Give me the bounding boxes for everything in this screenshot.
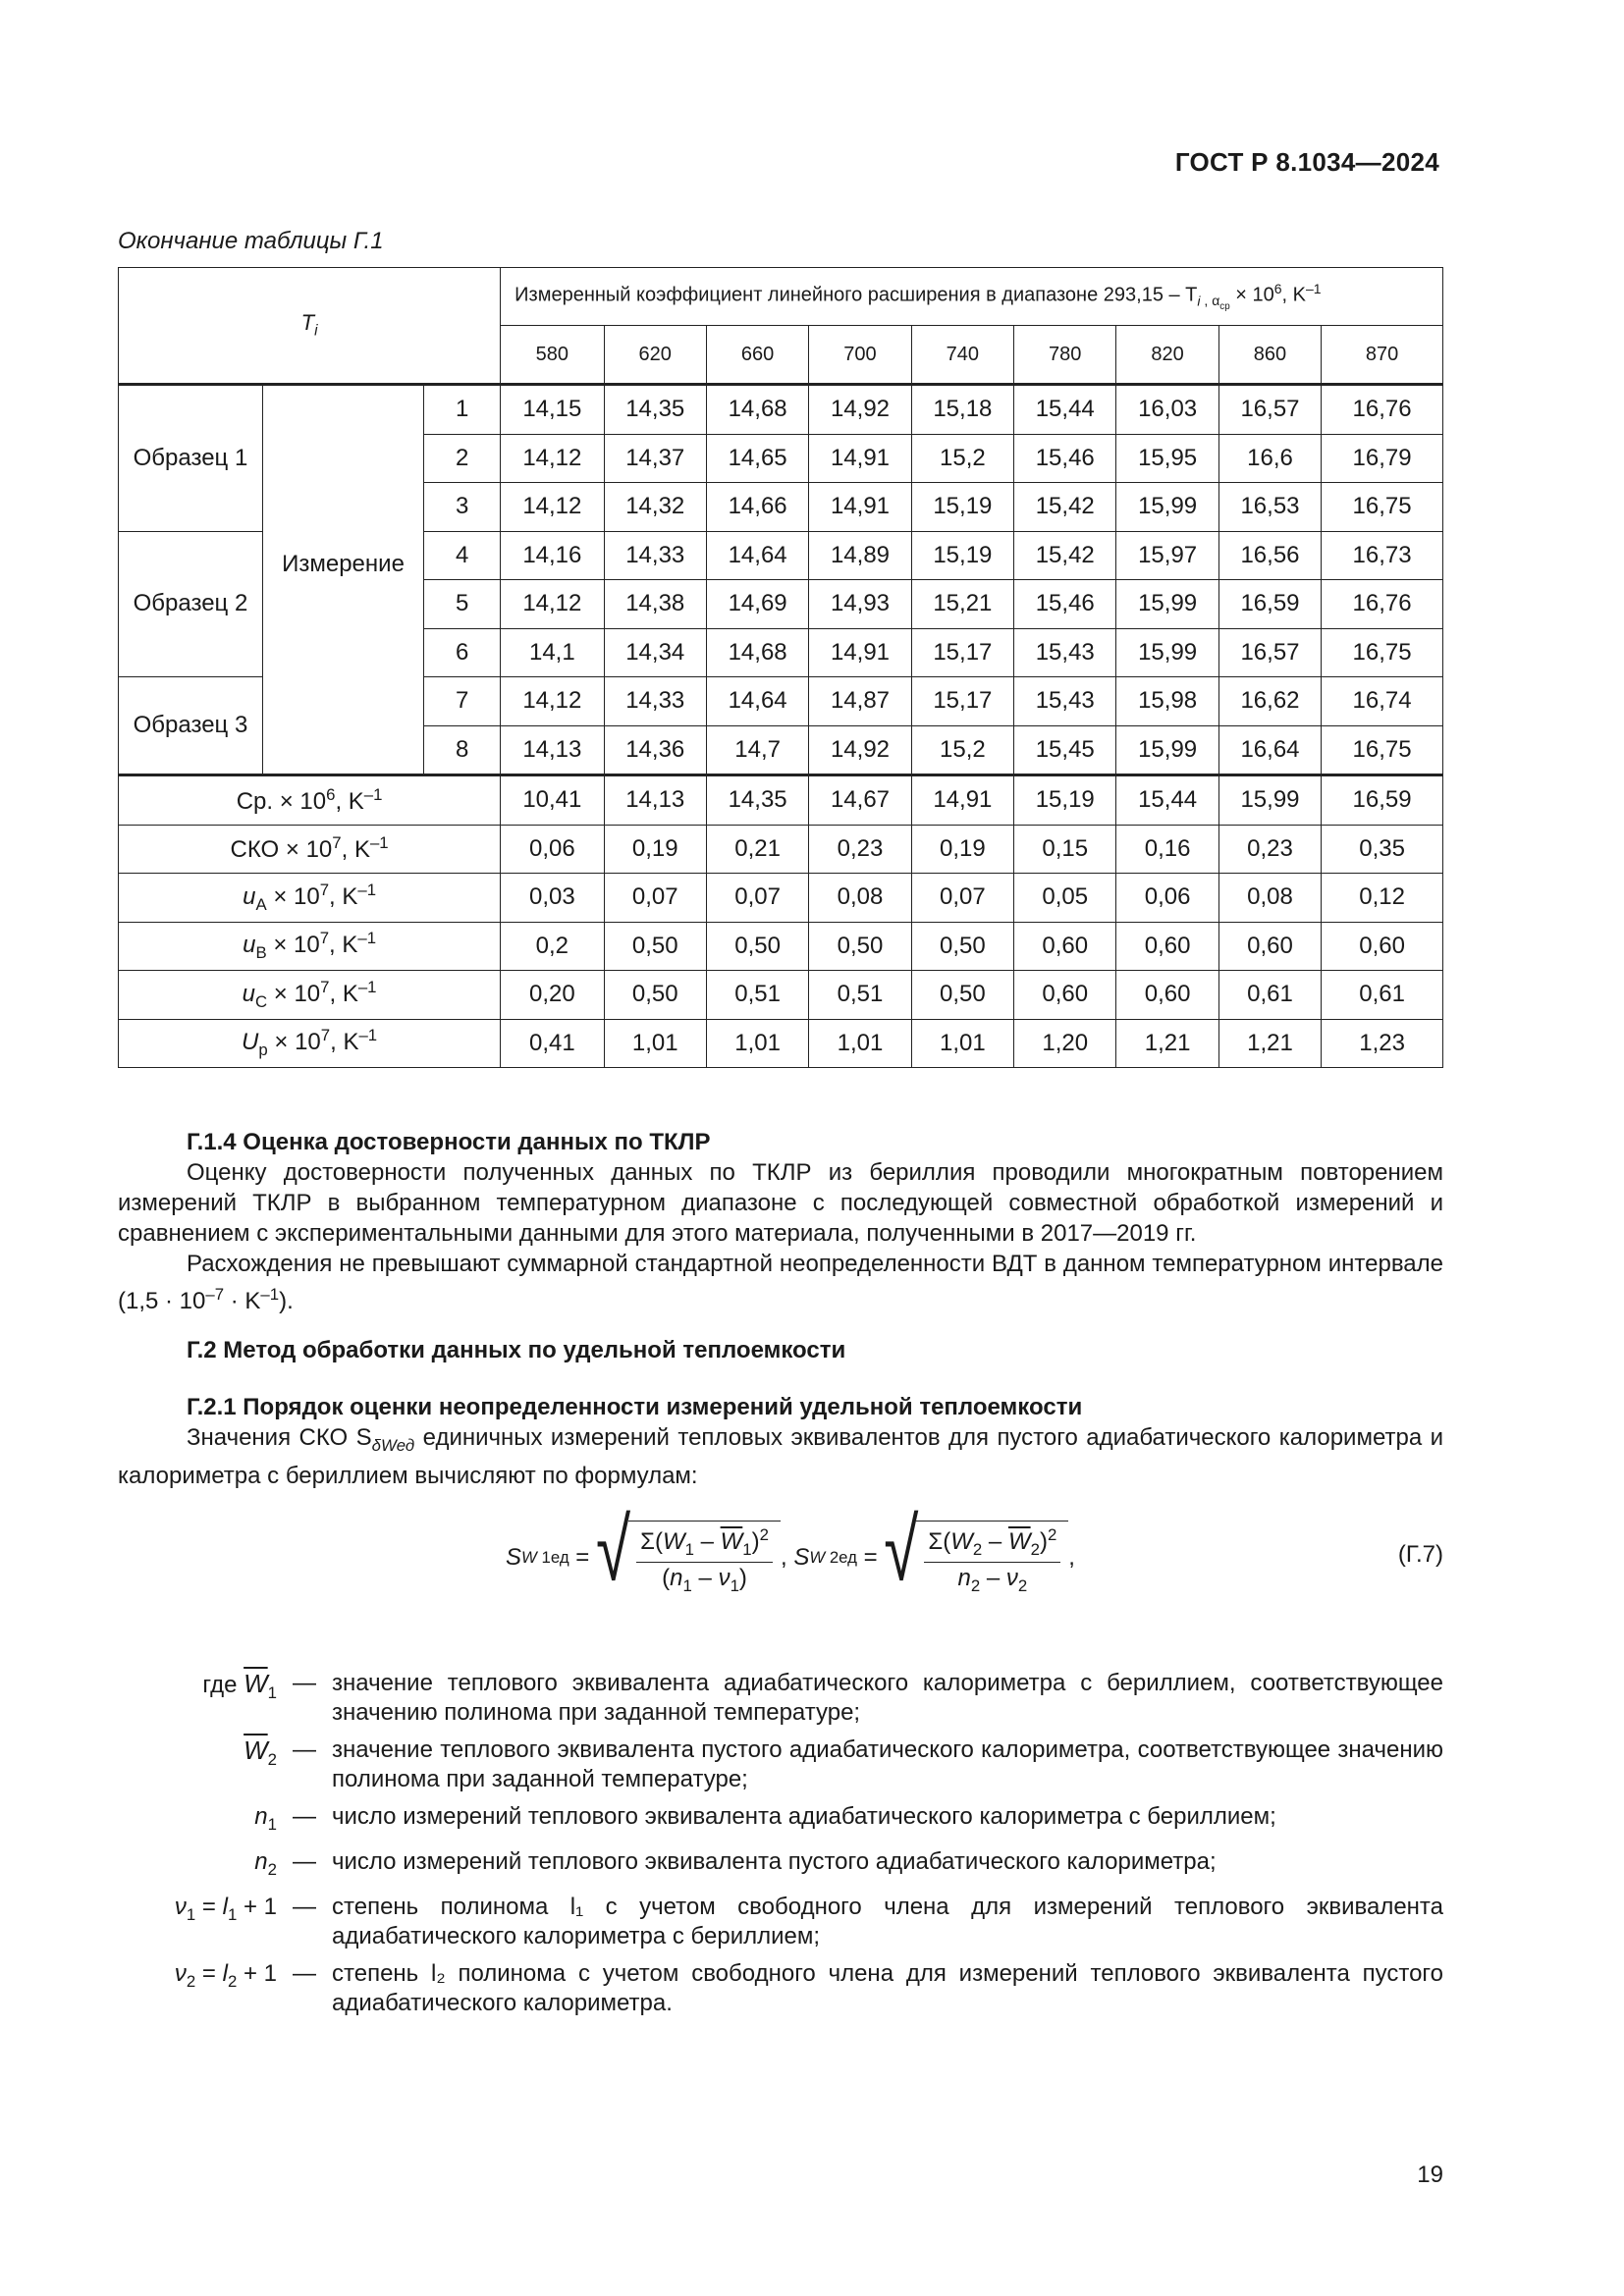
table-cell: 0,08 bbox=[809, 874, 911, 923]
paragraph-text: Расхождения не превышают суммарной стандартной неопределенности ВДТ в данном температурном интервале (1,5 · 10 bbox=[118, 1251, 1443, 1314]
definition-text: значение теплового эквивалента адиабатического калориметра с бериллием, соответствующее значению полинома при заданной температуре; bbox=[332, 1670, 1443, 1726]
section-g21 bbox=[118, 1392, 1443, 1491]
table-cell: 1,01 bbox=[809, 1019, 911, 1068]
table-cell: 16,03 bbox=[1116, 385, 1218, 435]
summary-label: $U_p \times 10^7$, $K^{-1}$ bbox=[119, 1019, 501, 1068]
definition-text: число измерений теплового эквивалента адиабатического калориметра с бериллием; bbox=[332, 1803, 1276, 1830]
summary-label: $u_A \times 10^7$, $K^{-1}$ bbox=[119, 874, 501, 923]
table-cell: 0,51 bbox=[809, 971, 911, 1020]
temperature-header: 660 bbox=[706, 326, 808, 385]
sample-label: Образец 2 bbox=[119, 531, 263, 677]
super-header-text: Измеренный коэффициент линейного расширения в диапазоне 293,15 – T bbox=[514, 284, 1198, 306]
table-cell: 0,50 bbox=[604, 971, 706, 1020]
measurement-number: 7 bbox=[424, 677, 501, 726]
measurement-number: 8 bbox=[424, 725, 501, 775]
table-cell: 16,59 bbox=[1218, 580, 1321, 629]
table-cell: 14,93 bbox=[809, 580, 911, 629]
temperature-header: 860 bbox=[1218, 326, 1321, 385]
table-cell: 14,32 bbox=[604, 483, 706, 532]
table-cell: 0,60 bbox=[1116, 922, 1218, 971]
measurement-number: 1 bbox=[424, 385, 501, 435]
summary-label-text: U bbox=[242, 1029, 259, 1056]
formula-g7 bbox=[118, 1499, 1443, 1612]
table-cell: 14,64 bbox=[706, 677, 808, 726]
where-label: где bbox=[202, 1672, 238, 1698]
summary-row bbox=[119, 922, 1443, 971]
table-cell: 14,64 bbox=[706, 531, 808, 580]
table-cell: 15,95 bbox=[1116, 434, 1218, 483]
temperature-header: 820 bbox=[1116, 326, 1218, 385]
table-cell: 0,50 bbox=[809, 922, 911, 971]
paragraph: Оценку достоверности полученных данных по ТКЛР из бериллия проводили многократным повторением измерений ТКЛР в выбранном температурном диапазоне с последующей совместной обработкой измерений и сравнением с экспериментальными данными для этого материала, полученными в 2017—2019 гг. bbox=[118, 1159, 1443, 1247]
table-cell: 14,15 bbox=[501, 385, 604, 435]
table-cell: 14,12 bbox=[501, 434, 604, 483]
table-cell: 14,38 bbox=[604, 580, 706, 629]
table-cell: 1,21 bbox=[1218, 1019, 1321, 1068]
table-cell: 15,19 bbox=[911, 483, 1013, 532]
summary-row bbox=[119, 825, 1443, 874]
table-cell: 0,07 bbox=[706, 874, 808, 923]
definition-text: степень l₂ полинома с учетом свободного члена для измерений теплового эквивалента пустого адиабатического калориметра. bbox=[332, 1959, 1443, 2016]
table-cell: 0,07 bbox=[604, 874, 706, 923]
table-cell: 14,92 bbox=[809, 725, 911, 775]
table-cell: 14,1 bbox=[501, 628, 604, 677]
corner-label: T bbox=[300, 310, 315, 336]
table-cell: 15,17 bbox=[911, 677, 1013, 726]
table-cell: 15,98 bbox=[1116, 677, 1218, 726]
paragraph: Расхождения не превышают суммарной стандартной неопределенности ВДТ в данном температурном интервале $(1,5 \cdot 10^{-7} \cdot K^{-1})$. bbox=[118, 1251, 1443, 1314]
table-cell: 0,60 bbox=[1322, 922, 1443, 971]
section-title: Г.1.4 Оценка достоверности данных по ТКЛР bbox=[187, 1129, 711, 1155]
table-cell: 0,61 bbox=[1218, 971, 1321, 1020]
table-cell: 0,60 bbox=[1014, 971, 1116, 1020]
definition-item: $\nu_1 = l_1 + 1$ — степень полинома l₁ с учетом свободного члена для измерений теплового эквивалента адиабатического калориметра с бериллием; bbox=[174, 1893, 1443, 1949]
table-cell: 15,2 bbox=[911, 434, 1013, 483]
table-cell: 0,15 bbox=[1014, 825, 1116, 874]
temperature-header: 780 bbox=[1014, 326, 1116, 385]
table-cell: 0,60 bbox=[1116, 971, 1218, 1020]
table-cell: 14,91 bbox=[809, 483, 911, 532]
table-cell: 14,92 bbox=[809, 385, 911, 435]
table-cell: 0,19 bbox=[604, 825, 706, 874]
definition-text: степень полинома l₁ с учетом свободного члена для измерений теплового эквивалента адиабатического калориметра с бериллием; bbox=[332, 1893, 1443, 1949]
table-cell: 15,43 bbox=[1014, 677, 1116, 726]
table-cell: 14,35 bbox=[604, 385, 706, 435]
table-cell: 16,75 bbox=[1322, 483, 1443, 532]
table-cell: 14,12 bbox=[501, 483, 604, 532]
temperature-header: 870 bbox=[1322, 326, 1443, 385]
summary-label-text: СКО × 10 bbox=[230, 836, 333, 864]
table-cell: 0,23 bbox=[1218, 825, 1321, 874]
table-cell: 16,79 bbox=[1322, 434, 1443, 483]
definition-item: $\overline{W}_2$ — значение теплового эквивалента пустого адиабатического калориметра, соответствующее значению полинома при заданной температуре; bbox=[244, 1735, 1443, 1792]
table-cell: 1,20 bbox=[1014, 1019, 1116, 1068]
table-cell: 14,68 bbox=[706, 385, 808, 435]
definition-item: $\nu_2 = l_2 + 1$ — степень l₂ полинома с учетом свободного члена для измерений теплового эквивалента пустого адиабатического калориметра. bbox=[174, 1959, 1443, 2016]
measurement-number: 5 bbox=[424, 580, 501, 629]
table-cell: 0,23 bbox=[809, 825, 911, 874]
table-caption: Окончание таблицы Г.1 bbox=[118, 228, 384, 254]
table-cell: 15,99 bbox=[1218, 775, 1321, 826]
table-cell: 14,12 bbox=[501, 580, 604, 629]
table-cell: 14,91 bbox=[911, 775, 1013, 826]
table-cell: 15,18 bbox=[911, 385, 1013, 435]
section-g14 bbox=[118, 1127, 1443, 1316]
table-cell: 15,99 bbox=[1116, 725, 1218, 775]
table-cell: 14,16 bbox=[501, 531, 604, 580]
table-cell: 15,99 bbox=[1116, 628, 1218, 677]
table-cell: 15,42 bbox=[1014, 483, 1116, 532]
table-cell: 1,01 bbox=[911, 1019, 1013, 1068]
summary-label: $u_B \times 10^7$, $K^{-1}$ bbox=[119, 922, 501, 971]
table-cell: 0,60 bbox=[1014, 922, 1116, 971]
table-cell: 14,65 bbox=[706, 434, 808, 483]
table-cell: 14,87 bbox=[809, 677, 911, 726]
table-cell: 14,91 bbox=[809, 628, 911, 677]
table-cell: 0,21 bbox=[706, 825, 808, 874]
table-cell: 0,16 bbox=[1116, 825, 1218, 874]
table-cell: 16,76 bbox=[1322, 580, 1443, 629]
table-cell: 1,01 bbox=[604, 1019, 706, 1068]
measurement-number: 2 bbox=[424, 434, 501, 483]
sample-label: Образец 3 bbox=[119, 677, 263, 775]
table-cell: 14,33 bbox=[604, 677, 706, 726]
table-cell: 16,62 bbox=[1218, 677, 1321, 726]
table-cell: 0,03 bbox=[501, 874, 604, 923]
table-cell: 15,44 bbox=[1116, 775, 1218, 826]
super-header-tail: × 10 bbox=[1229, 284, 1274, 306]
table-cell: 15,42 bbox=[1014, 531, 1116, 580]
table-cell: 14,69 bbox=[706, 580, 808, 629]
table-cell: 14,35 bbox=[706, 775, 808, 826]
table-cell: 16,59 bbox=[1322, 775, 1443, 826]
table-cell: 15,19 bbox=[911, 531, 1013, 580]
table-cell: 0,08 bbox=[1218, 874, 1321, 923]
sample-label: Образец 1 bbox=[119, 385, 263, 532]
table-cell: 14,89 bbox=[809, 531, 911, 580]
measurement-number: 4 bbox=[424, 531, 501, 580]
table-cell: 14,13 bbox=[501, 725, 604, 775]
definition-item: где $\overline{W}_1$ — значение теплового эквивалента адиабатического калориметра с бериллием, соответствующее значению полинома при заданной температуре; bbox=[202, 1669, 1443, 1726]
paragraph-text: единичных измерений тепловых эквивалентов для пустого адиабатического калориметра и калориметра с бериллием вычисляют по формулам: bbox=[118, 1424, 1443, 1489]
table-cell: 14,12 bbox=[501, 677, 604, 726]
table-cell: 15,97 bbox=[1116, 531, 1218, 580]
table-cell: 15,99 bbox=[1116, 580, 1218, 629]
table-row bbox=[119, 385, 1443, 435]
formula-body: S W 1ед = √ $\frac{\Sigma(W_1 - \overline{W}_1)^2}{(n_1 - \nu_1)}$ , S W 2ед = √ $\frac{\Sigma(W_2 - \overline{W}_2)^2}{n_2 - \nu_2}$ , bbox=[506, 1499, 1075, 1599]
table-cell: 16,6 bbox=[1218, 434, 1321, 483]
group-label: Измерение bbox=[262, 385, 423, 775]
temperature-header: 580 bbox=[501, 326, 604, 385]
table-cell: 15,43 bbox=[1014, 628, 1116, 677]
definition-item: $n_1$ — число измерений теплового эквивалента адиабатического калориметра с бериллием; bbox=[118, 1802, 1443, 1840]
summary-row bbox=[119, 1019, 1443, 1068]
table-cell: 0,35 bbox=[1322, 825, 1443, 874]
measurement-number: 3 bbox=[424, 483, 501, 532]
table-cell: 0,20 bbox=[501, 971, 604, 1020]
table-cell: 14,7 bbox=[706, 725, 808, 775]
section-title: Г.2 Метод обработки данных по удельной теплоемкости bbox=[187, 1337, 846, 1363]
table-cell: 16,64 bbox=[1218, 725, 1321, 775]
super-header-unit: , K bbox=[1281, 284, 1306, 306]
paragraph: Значения СКО $S_{\delta Wед}$ единичных измерений тепловых эквивалентов для пустого адиабатического калориметра и калориметра с бериллием вычисляют по формулам: bbox=[118, 1424, 1443, 1489]
table-cell: 1,01 bbox=[706, 1019, 808, 1068]
summary-label-text: u bbox=[242, 980, 255, 1007]
table-cell: 0,06 bbox=[501, 825, 604, 874]
table-cell: 16,57 bbox=[1218, 385, 1321, 435]
table-cell: 0,19 bbox=[911, 825, 1013, 874]
table-cell: 14,33 bbox=[604, 531, 706, 580]
table-cell: 0,61 bbox=[1322, 971, 1443, 1020]
table-cell: 10,41 bbox=[501, 775, 604, 826]
table-cell: 14,91 bbox=[809, 434, 911, 483]
paragraph-text: Значения СКО S bbox=[187, 1424, 372, 1451]
table-cell: 0,12 bbox=[1322, 874, 1443, 923]
summary-row bbox=[119, 775, 1443, 826]
table-cell: 14,13 bbox=[604, 775, 706, 826]
table-cell: 1,21 bbox=[1116, 1019, 1218, 1068]
measurement-number: 6 bbox=[424, 628, 501, 677]
page-number: 19 bbox=[1417, 2162, 1443, 2188]
table-cell: 0,50 bbox=[604, 922, 706, 971]
summary-label-text: u bbox=[243, 882, 256, 910]
table-cell: 14,37 bbox=[604, 434, 706, 483]
table-cell: 16,75 bbox=[1322, 725, 1443, 775]
table-cell: 16,75 bbox=[1322, 628, 1443, 677]
table-cell: 0,2 bbox=[501, 922, 604, 971]
table-cell: 0,50 bbox=[706, 922, 808, 971]
table-cell: 14,67 bbox=[809, 775, 911, 826]
formula-number: (Г.7) bbox=[1397, 1541, 1443, 1568]
corner-header bbox=[119, 268, 501, 385]
table-cell: 16,73 bbox=[1322, 531, 1443, 580]
table-cell: 0,41 bbox=[501, 1019, 604, 1068]
table-cell: 16,53 bbox=[1218, 483, 1321, 532]
standard-number: ГОСТ Р 8.1034—2024 bbox=[1174, 147, 1439, 177]
table-cell: 15,46 bbox=[1014, 580, 1116, 629]
table-cell: 0,50 bbox=[911, 922, 1013, 971]
definition-text: значение теплового эквивалента пустого адиабатического калориметра, соответствующее значению полинома при заданной температуре; bbox=[332, 1736, 1443, 1792]
table-cell: 15,21 bbox=[911, 580, 1013, 629]
summary-label: $u_C \times 10^7$, $K^{-1}$ bbox=[119, 971, 501, 1020]
table-cell: 14,66 bbox=[706, 483, 808, 532]
definition-item: $n_2$ — число измерений теплового эквивалента пустого адиабатического калориметра; bbox=[118, 1847, 1443, 1885]
table-cell: 14,36 bbox=[604, 725, 706, 775]
table-cell: 0,07 bbox=[911, 874, 1013, 923]
table-cell: 15,19 bbox=[1014, 775, 1116, 826]
table-cell: 0,50 bbox=[911, 971, 1013, 1020]
temperature-header: 620 bbox=[604, 326, 706, 385]
temperature-header: 740 bbox=[911, 326, 1013, 385]
table-cell: 16,74 bbox=[1322, 677, 1443, 726]
summary-label: Ср. × $10^6$, $K^{-1}$ bbox=[119, 775, 501, 826]
table-cell: 15,2 bbox=[911, 725, 1013, 775]
definitions-list bbox=[118, 1669, 1443, 2026]
data-table bbox=[118, 267, 1443, 1068]
table-cell: 15,17 bbox=[911, 628, 1013, 677]
table-cell: 16,57 bbox=[1218, 628, 1321, 677]
section-title: Г.2.1 Порядок оценки неопределенности измерений удельной теплоемкости bbox=[187, 1394, 1083, 1420]
table-cell: 14,34 bbox=[604, 628, 706, 677]
temperature-header: 700 bbox=[809, 326, 911, 385]
table-cell: 15,45 bbox=[1014, 725, 1116, 775]
table-cell: 0,05 bbox=[1014, 874, 1116, 923]
corner-sub: i bbox=[314, 322, 318, 340]
table-cell: 0,60 bbox=[1218, 922, 1321, 971]
table-cell: 16,56 bbox=[1218, 531, 1321, 580]
table-cell: 14,68 bbox=[706, 628, 808, 677]
summary-row bbox=[119, 874, 1443, 923]
table-cell: 0,51 bbox=[706, 971, 808, 1020]
table-cell: 1,23 bbox=[1322, 1019, 1443, 1068]
definition-text: число измерений теплового эквивалента пустого адиабатического калориметра; bbox=[332, 1847, 1217, 1875]
table-cell: 15,46 bbox=[1014, 434, 1116, 483]
summary-label-text: Ср. × 10 bbox=[236, 787, 327, 815]
table-cell: 15,99 bbox=[1116, 483, 1218, 532]
table-cell: 15,44 bbox=[1014, 385, 1116, 435]
table-cell: 0,06 bbox=[1116, 874, 1218, 923]
section-g2 bbox=[118, 1335, 1443, 1365]
summary-label: СКО × $10^7$, $K^{-1}$ bbox=[119, 825, 501, 874]
super-header: Измеренный коэффициент линейного расширения в диапазоне $293,15 - T_i$ $_{, \alpha_{ср}} \times 10^6$, $K^{-1}$ bbox=[501, 268, 1443, 326]
table-cell: 16,76 bbox=[1322, 385, 1443, 435]
summary-row bbox=[119, 971, 1443, 1020]
summary-label-text: u bbox=[243, 932, 256, 959]
